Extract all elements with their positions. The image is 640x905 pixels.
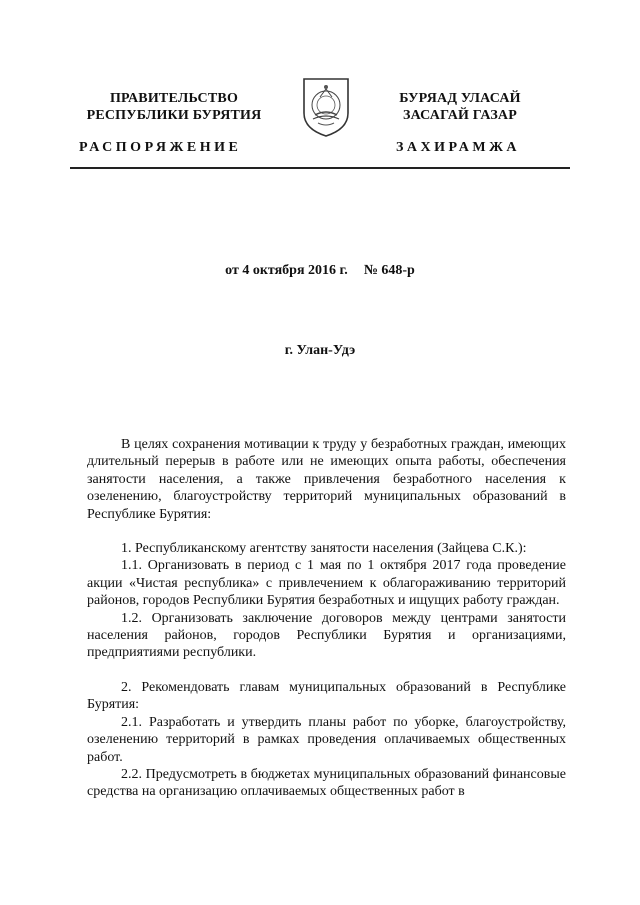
document-city: г. Улан-Удэ — [284, 343, 356, 358]
coat-of-arms-icon — [300, 75, 352, 139]
document-date-number — [0, 263, 640, 279]
body-paragraph: В целях сохранения мотивации к труду у безработных граждан, имеющих длительный перерыв в работе или не имеющих опыта работы, обеспечения занятости населения, а также привлечения безработного населения к озеленению, благоустройству территорий муниципальных образований в Республике Бурятия: — [87, 437, 566, 522]
government-name-buryat — [360, 90, 560, 124]
body-paragraph: 1. Республиканскому агентству занятости населения (Зайцева С.К.): — [121, 541, 527, 557]
body-paragraph: 2.2. Предусмотреть в бюджетах муниципальных образований финансовые средства на организацию оплачиваемых общественных работ в — [87, 766, 566, 800]
document-date: от 4 октября 2016 г. — [225, 263, 348, 278]
header-divider — [70, 167, 570, 169]
header-right-line-1: БУРЯАД УЛАСАЙ — [399, 91, 521, 106]
body-paragraph: 2.1. Разработать и утвердить планы работ по уборке, благоустройству, озеленению территорий в рамках проведения оплачиваемых общественных работ. — [87, 714, 566, 765]
header-right-line-2: ЗАСАГАЙ ГАЗАР — [402, 108, 517, 123]
document-body — [87, 436, 566, 801]
header-left-line-1: ПРАВИТЕЛЬСТВО — [109, 91, 239, 106]
document-number: № 648-р — [363, 263, 415, 278]
header-left-line-2: РЕСПУБЛИКИ БУРЯТИЯ — [86, 108, 262, 123]
document-type-russian: РАСПОРЯЖЕНИЕ — [79, 140, 242, 155]
government-name-russian — [74, 90, 274, 124]
body-paragraph: 2. Рекомендовать главам муниципальных образований в Республике Бурятия: — [87, 679, 566, 713]
body-paragraph: 1.1. Организовать в период с 1 мая по 1 октября 2017 года проведение акции «Чистая республика» с привлечением к облагораживанию территорий районов, городов Республики Бурятия безработных и ищущих работу граждан. — [87, 558, 566, 609]
body-paragraph: 1.2. Организовать заключение договоров между центрами занятости населения районов, городов Республики Бурятия и организациями, предприятиями республики. — [87, 610, 566, 661]
document-type-buryat: ЗАХИРАМЖА — [396, 140, 521, 155]
